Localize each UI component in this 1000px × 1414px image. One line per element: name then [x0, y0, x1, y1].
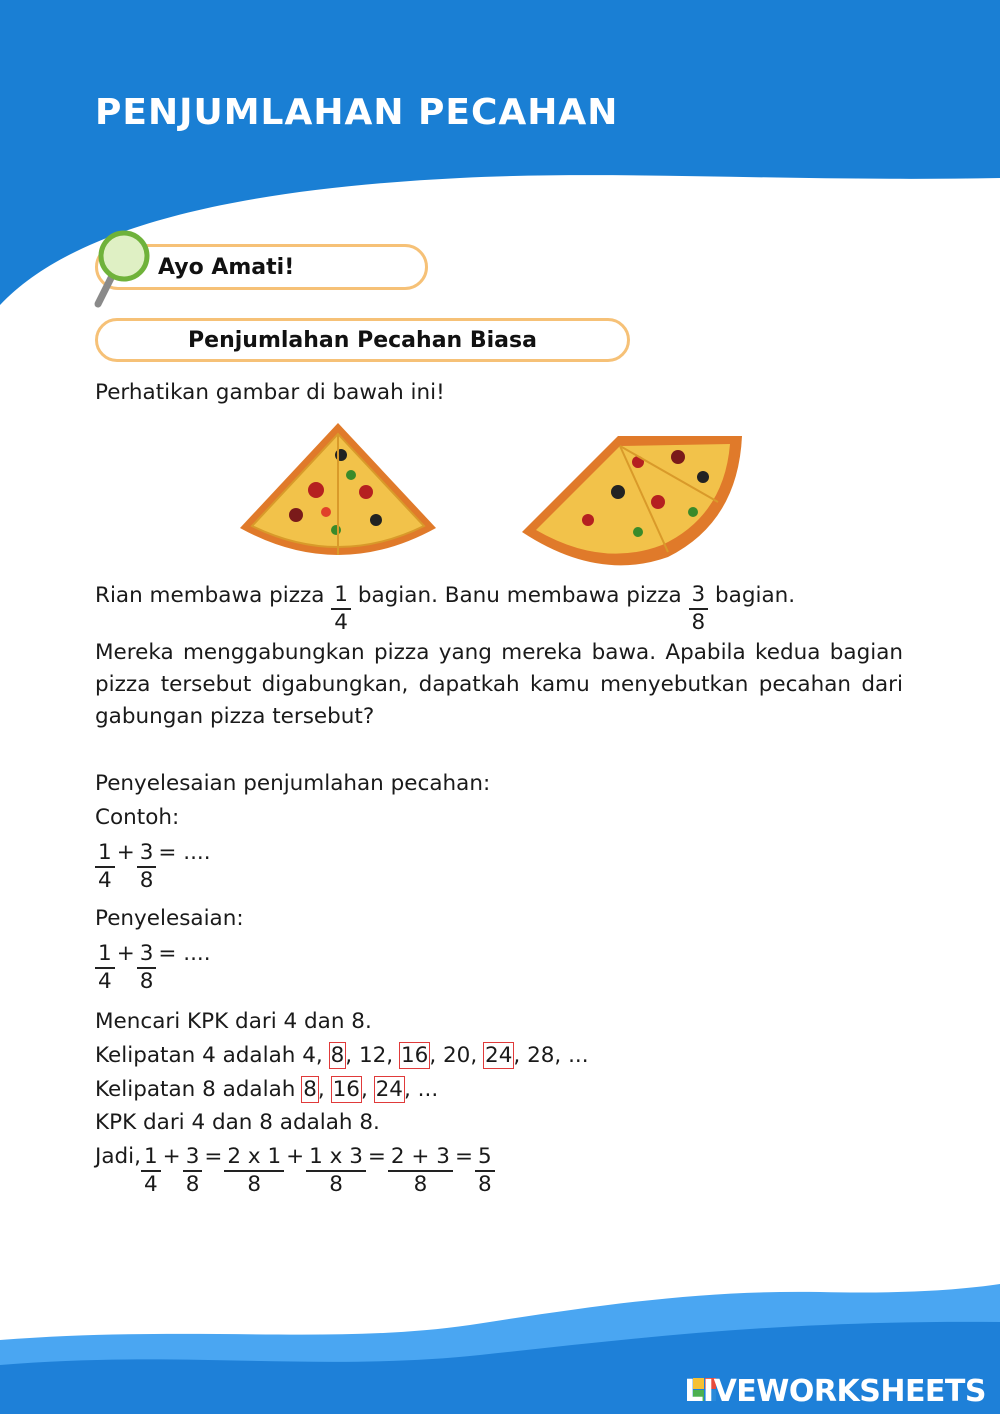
magnifier-icon: [90, 228, 160, 313]
solution-heading: Penyelesaian penjumlahan pecahan:: [95, 771, 491, 796]
contoh-label: Contoh:: [95, 805, 180, 830]
ayo-amati-label: Ayo Amati!: [158, 255, 295, 280]
penyelesaian-label: Penyelesaian:: [95, 906, 244, 931]
fraction-three-eighths: $\frac{3}{8}$: [689, 582, 709, 636]
liveworksheets-brand[interactable]: LIVEWORKSHEETS: [684, 1374, 986, 1409]
fraction-one-quarter: $\frac{1}{4}$: [331, 582, 351, 636]
solution-equation: $\frac{1}{4}$ + $\frac{3}{8}$ = ....: [95, 941, 213, 995]
kpk-intro: Mencari KPK dari 4 dan 8.: [95, 1009, 372, 1034]
pizza-three-eighths-image: [518, 432, 746, 572]
page-title: PENJUMLAHAN PECAHAN: [95, 92, 619, 133]
pizza-quarter-image: [236, 420, 441, 570]
multiples-of-4: Kelipatan 4 adalah 4, 8, 12, 16, 20, 24, 28, ...: [95, 1043, 589, 1068]
common-multiple-8: 8: [330, 1043, 345, 1068]
story-banu: bagian. Banu membawa pizza: [357, 583, 682, 608]
final-equation: Jadi, $\frac{1}{4}$ + $\frac{3}{8}$ = $\frac{2 x 1}{8}$ + $\frac{1 x 3}{8}$ = $\frac{2 + 3}{8}$ = $\frac{5}{8}$: [95, 1144, 495, 1198]
example-equation: $\frac{1}{4}$ + $\frac{3}{8}$ = ....: [95, 840, 213, 894]
story-question: Mereka menggabungkan pizza yang mereka bawa. Apabila kedua bagian pizza tersebut digabungkan, dapatkah kamu menyebutkan pecahan dari gabungan pizza tersebut?: [95, 640, 903, 729]
story-line: [95, 582, 795, 636]
story-end: bagian.: [715, 583, 796, 608]
section-title: Penjumlahan Pecahan Biasa: [188, 328, 537, 353]
section-title-badge: [95, 318, 630, 362]
intro-text: Perhatikan gambar di bawah ini!: [95, 380, 445, 405]
common-multiple-24: 24: [485, 1043, 513, 1068]
kpk-result: KPK dari 4 dan 8 adalah 8.: [95, 1110, 380, 1135]
common-multiple-16: 16: [400, 1043, 429, 1068]
multiples-of-8: Kelipatan 8 adalah 8, 16, 24, ...: [95, 1077, 439, 1102]
story-rian: Rian membawa pizza: [95, 583, 325, 608]
